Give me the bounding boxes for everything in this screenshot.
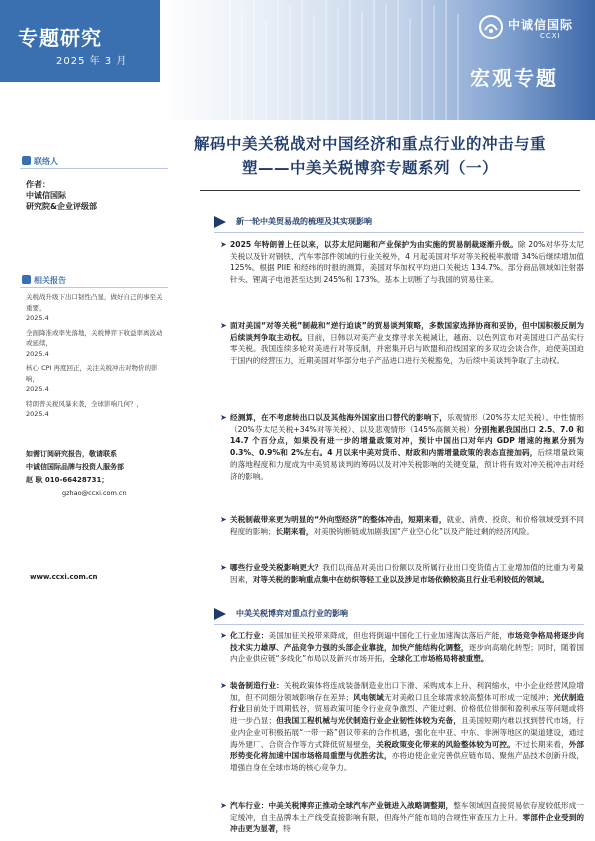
paragraph: [220, 514, 585, 537]
paragraph-lead: 化工行业：: [230, 631, 269, 640]
related-heading-label: 相关报告: [34, 276, 66, 285]
bullet-arrow-icon: ➤: [220, 801, 227, 810]
bullet-arrow-icon: ➤: [220, 681, 227, 690]
paragraph: [220, 800, 585, 836]
section-arrow-icon: [214, 608, 226, 620]
paragraph-lead: 面对美国“对等关税”制裁和“逆行迫谈”的贸易谈判策略，多数国家选择协商和妥协，但中国积极反制为后续谈判争取主动权。: [230, 321, 584, 342]
section-heading: [214, 604, 584, 624]
paragraph-text: 就业、消费、投资、和价格领域受到不同程度的影响；: [230, 515, 585, 536]
report-date: 2025 年 3 月: [56, 56, 128, 67]
paragraph-emphasis: 对等关税的影响重点集中在纺织等轻工业以及涉足市场依赖较高且行业毛利较低的领域。: [252, 574, 549, 584]
title-line-2: 塑——中美关税博弈专题系列（一）: [242, 159, 499, 177]
related-report-date: 2025.4: [26, 349, 49, 358]
paragraph: [220, 630, 585, 665]
related-report-date: 2025.4: [26, 410, 49, 418]
paragraph: [220, 239, 585, 286]
section-heading: [214, 212, 584, 232]
paragraph-text: 对美脱钩断链或加剧我国“产业空心化”以及产能过剩的经济风险。: [313, 526, 535, 536]
title-divider: [200, 190, 580, 191]
paragraph-emphasis: 风电领域: [353, 692, 384, 702]
bullet-arrow-icon: ➤: [220, 631, 227, 640]
report-type-title: 宏观专题: [470, 66, 558, 90]
paragraph-text: 乐观情形（20%芬太尼关税）、中性情形（20%芬太尼关税+34%对等关税）、以及悲观情形（145%高额关税）: [230, 413, 585, 434]
author-org: 中诚信国际: [26, 191, 66, 200]
author-block: [26, 179, 97, 212]
paragraph-lead: 关税制裁带来更为明显的“外向型经济”的整体冲击，短期来看，: [230, 515, 447, 524]
paragraph-text: 我们以商品对美出口份额以及所属行业出口变货值占工业增加值的比重为考量因素，: [230, 563, 584, 584]
department-name: 中诚信国际品牌与投资人服务部: [26, 463, 124, 471]
paragraph: [220, 320, 585, 367]
related-report-title: 关税战升级下出口韧性凸显，做好自己的事至关重要，: [26, 293, 163, 312]
paragraph-lead: 装备制造行业：: [230, 681, 284, 690]
related-report-item[interactable]: [26, 292, 166, 324]
related-report-item[interactable]: [26, 328, 166, 360]
paragraph-text: 特: [283, 824, 291, 834]
section-divider: [214, 232, 584, 233]
paragraph-text: 逐步向高端化转型；同时，随着国内企业供应链“多线化”布局以及新兴市场开拓，: [230, 642, 585, 664]
contact-icon: [22, 156, 31, 165]
paragraph-lead: 哪些行业受关税影响更大？: [230, 563, 323, 572]
series-label: 专题研究: [18, 26, 102, 50]
reports-icon: [22, 275, 31, 284]
paragraph-text: 目前处于周期低谷，贸易政策可能令行业竞争激烈、产能过剩、价格低位徘徊和盈利承压等问题或将进一步凸显；: [230, 704, 585, 726]
paragraph-emphasis: 长期来看，: [275, 526, 314, 536]
paragraph-emphasis: 零部件企业受到的冲击更为显著，: [230, 812, 585, 834]
author-label: 作者：: [26, 180, 50, 189]
paragraph-text: 后续增量政策的落地程度和力度成为中美贸易谈判的筹码以及对冲关税影响的关键变量，预计将有效对冲关税冲击对经济的影响。: [230, 448, 585, 481]
paragraph-emphasis: 分别拖累我国出口 2.5、7.0 和 14.7 个百分点，如果没有进一步的增量政策对冲，预计中国出口对年内 GDP 增速的拖累分别为 0.3%、0.9%和 2%左右。4 月以来中美对货币、财政和内需增量政策的表态直接加码，: [230, 424, 584, 458]
logo-text-en: CCXI: [540, 32, 561, 40]
bullet-arrow-icon: ➤: [220, 563, 227, 572]
logo-text-cn: 中诚信国际: [508, 18, 574, 32]
paragraph-text: 亦将迫使企业完善供应链布局、聚焦产品技术创新升级，增强自身在全球市场的核心竞争力。: [230, 751, 584, 772]
section-divider: [214, 624, 584, 625]
paragraph-text: 整车领域因直接贸易依存度较低形成一定缓冲，自主品牌本土产线受直接影响有限，但海外产能布局的合规性审查压力上升。: [230, 801, 585, 822]
sidebar-divider: [20, 287, 168, 288]
paragraph-text: 除 20%对华芬太尼关税以及针对钢铁、汽车零部件领域的行业关税外，4 月起美国对华对等关税税率激增 34%后继续增加值 125%。根据 PIIE 和经纬的时报的测算，美国对华加权平均进口关税达 134.7%。部分商品领域如注射器针头、锂离子电池甚至达到 245%和 173%。基本上切断了与我国的贸易往来。: [230, 240, 585, 285]
title-line-1: 解码中美关税战对中国经济和重点行业的冲击与重: [194, 135, 547, 153]
sidebar-divider: [20, 168, 168, 169]
contact-email[interactable]: gzhao@ccxi.com.cn: [62, 489, 127, 497]
paragraph-emphasis: 但我国工程机械与光伏制造行业企业韧性体较为充备，: [276, 716, 461, 726]
subscription-contact: [26, 448, 176, 500]
website-link[interactable]: www.ccxi.com.cn: [30, 573, 98, 581]
paragraph-emphasis: 市场竞争格局将逐步向技术实力雄厚、产品竞争力强的头部企业靠拢，加快产能结构化调整，: [230, 631, 585, 652]
paragraph: [220, 680, 585, 774]
contact-phone: 赵 耿 010-66428731；: [26, 476, 109, 484]
subscribe-note: 如需订阅研究报告，敬请联系: [26, 450, 117, 458]
bullet-arrow-icon: ➤: [220, 413, 227, 422]
paragraph-text: 目前，日韩以对美产业支撑寻求关税减让，越南、以色列宣布对美国进口产品实行零关税。我国连续多轮对美进行对等反制，并密集开启与欧盟和沿线国家的多双边会谈合作，迫使美国迫于国内的经营压力，近期美国对华部分电子产品进口进行关税豁免，为后续中美谈判争取了主动权。: [230, 332, 585, 366]
related-report-date: 2025.4: [26, 314, 49, 322]
section-heading-text: 新一轮中美贸易战的梳理及其实现影响: [236, 217, 372, 226]
paragraph-emphasis: 关税政策变化带来的风险整体较为可控。: [376, 739, 515, 749]
paragraph-text: 关税政策体将连成装备制造业出口下滑、采购成本上升、利润缩水，中小企业经营风险增加，但不同细分领域影响存在差异；: [230, 681, 585, 702]
bullet-arrow-icon: ➤: [220, 321, 227, 330]
paragraph-emphasis: 全球化工市场格局将被重塑。: [389, 654, 489, 664]
company-logo: [478, 14, 588, 44]
section-arrow-icon: [214, 216, 226, 228]
related-report-date: 2025.4: [26, 385, 49, 393]
related-report-title: 核心 CPI 再度回正，关注关税冲击对物价的影响，: [26, 364, 158, 383]
section-heading-text: 中美关税博弈对重点行业的影响: [236, 609, 348, 618]
paragraph-emphasis: 外部形势变化将加速中国市场格局重塑与优胜劣汰，: [230, 739, 585, 761]
contact-heading-label: 联络人: [34, 157, 58, 166]
paragraph-text: 且美国短期内难以找到替代市场，行业内企业可积极拓展“一带一路”倡议带来的合作机遇，强化在中亚、中东、非洲等地区的渠道建设，通过海外建厂、合资合作等方式降低贸易壁垒，: [230, 716, 585, 749]
paragraph-lead: 汽车行业：中美关税博弈正推动全球汽车产业链进入战略调整期，: [230, 801, 454, 810]
paragraph-text: 美国加征关税带来降成，但也将倒逼中国化工行业加速淘汰落后产能，: [268, 631, 508, 640]
bullet-arrow-icon: ➤: [220, 240, 227, 249]
related-report-item[interactable]: [26, 363, 166, 395]
document-title: [194, 132, 582, 180]
related-report-title: 特朗普关税风暴来袭，全球影响几何？，: [26, 399, 143, 408]
bullet-arrow-icon: ➤: [220, 515, 227, 524]
paragraph-text: 不过长期来看，: [514, 739, 569, 749]
related-report-title: 全面降准或率先落地，关税博弈下收益率离波动或延续，: [26, 328, 163, 347]
author-dept: 研究院&企业评级部: [26, 202, 97, 211]
paragraph-lead: 经测算，在不考虑转出口以及其他海外国家出口替代的影响下，: [230, 413, 447, 422]
related-report-item[interactable]: [26, 399, 166, 420]
logo-mark-icon: [478, 14, 504, 40]
paragraph-text: 无对美敞口且全球需求较高整体可形成一定缓冲；: [383, 692, 554, 702]
paragraph-lead: 2025 年特朗普上任以来，以芬太尼问题和产业保护为由实施的贸易制裁逐渐升级。: [230, 240, 518, 249]
paragraph: [220, 562, 584, 585]
related-reports-list: [26, 292, 166, 424]
paragraph-emphasis: 光伏制造行业: [230, 692, 585, 714]
paragraph: [220, 412, 585, 482]
